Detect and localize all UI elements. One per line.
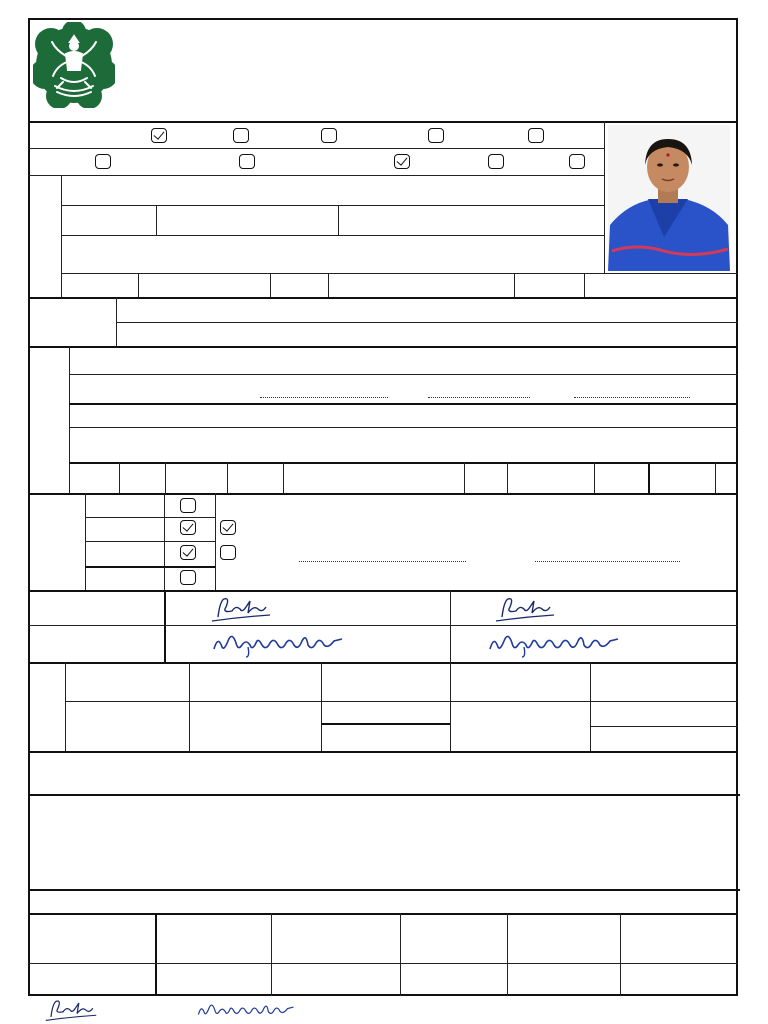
signature-stroke [490,636,618,649]
status-checkbox-5[interactable] [528,128,544,143]
category-checkbox-5[interactable] [569,154,585,169]
signature-stroke [218,599,266,617]
option-checkbox-2[interactable] [180,520,196,535]
option-checkbox-1[interactable] [180,498,196,513]
applicant-photo-icon [608,125,730,271]
status-checkbox-1[interactable] [151,128,167,143]
footer-signature-long [194,998,298,1022]
option-checkbox-4[interactable] [180,570,196,585]
category-checkbox-2[interactable] [239,154,255,169]
category-checkbox-3[interactable] [394,154,410,169]
category-checkbox-4[interactable] [488,154,504,169]
status-checkbox-3[interactable] [321,128,337,143]
category-checkbox-1[interactable] [95,154,111,169]
footer-signature-short [44,997,98,1023]
signature-stroke [51,1001,93,1017]
lakshmi-lotus-emblem-icon [33,22,115,108]
signature-short-1 [210,595,272,623]
option-side-checkbox-2[interactable] [220,545,236,560]
signature-long-1 [208,627,348,659]
signature-short-2 [494,595,556,623]
signature-stroke [214,636,342,649]
status-checkbox-2[interactable] [233,128,249,143]
option-side-checkbox-1[interactable] [220,520,236,535]
signature-stroke [502,599,550,617]
signature-stroke [198,1005,293,1014]
signature-long-2 [484,627,624,659]
option-checkbox-3[interactable] [180,545,196,560]
status-checkbox-4[interactable] [428,128,444,143]
